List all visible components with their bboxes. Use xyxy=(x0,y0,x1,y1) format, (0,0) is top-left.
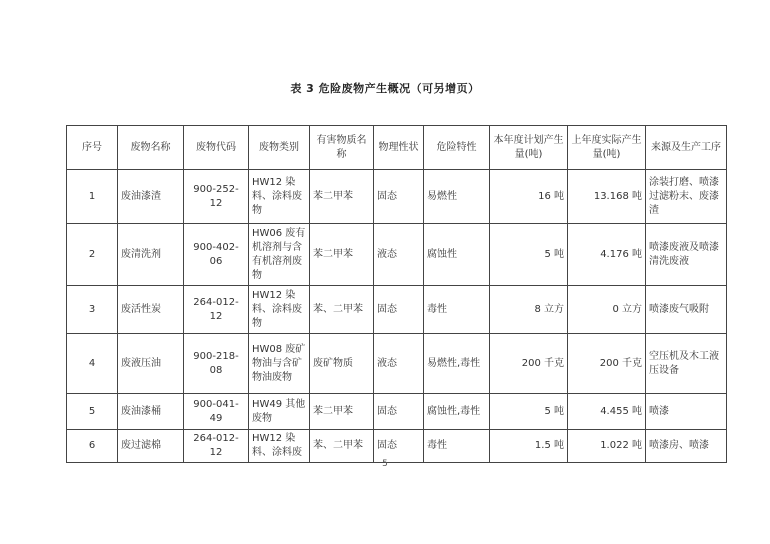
cell-source-process: 喷漆 xyxy=(646,394,727,430)
table-row xyxy=(67,394,727,430)
header-cell: 上年度实际产生量(吨) xyxy=(568,126,646,170)
cell-hazard-property: 腐蚀性,毒性 xyxy=(424,394,490,430)
cell-hazardous-substance: 苯二甲苯 xyxy=(310,170,374,224)
cell-planned-amount: 5 吨 xyxy=(490,224,568,286)
cell-physical-state: 固态 xyxy=(374,430,424,463)
cell-waste-category: HW12 染料、涂料废物 xyxy=(249,170,310,224)
cell-waste-code: 900-218-08 xyxy=(184,334,249,394)
cell-planned-amount: 5 吨 xyxy=(490,394,568,430)
header-cell: 有害物质名称 xyxy=(310,126,374,170)
cell-hazard-property: 易燃性,毒性 xyxy=(424,334,490,394)
cell-waste-name: 废清洗剂 xyxy=(118,224,184,286)
table-header-row xyxy=(67,126,727,170)
cell-hazardous-substance: 苯、二甲苯 xyxy=(310,430,374,463)
table-row xyxy=(67,334,727,394)
cell-waste-category: HW06 废有机溶剂与含有机溶剂废物 xyxy=(249,224,310,286)
cell-physical-state: 固态 xyxy=(374,170,424,224)
cell-seq: 3 xyxy=(67,286,118,334)
header-cell: 废物代码 xyxy=(184,126,249,170)
cell-waste-name: 废过滤棉 xyxy=(118,430,184,463)
table-row xyxy=(67,430,727,463)
header-cell: 本年度计划产生量(吨) xyxy=(490,126,568,170)
cell-planned-amount: 8 立方 xyxy=(490,286,568,334)
cell-physical-state: 固态 xyxy=(374,286,424,334)
cell-hazardous-substance: 苯二甲苯 xyxy=(310,224,374,286)
table-row xyxy=(67,286,727,334)
cell-planned-amount: 200 千克 xyxy=(490,334,568,394)
header-cell: 废物类别 xyxy=(249,126,310,170)
cell-waste-name: 废液压油 xyxy=(118,334,184,394)
cell-actual-amount: 200 千克 xyxy=(568,334,646,394)
header-cell: 废物名称 xyxy=(118,126,184,170)
cell-waste-code: 264-012-12 xyxy=(184,286,249,334)
cell-waste-name: 废活性炭 xyxy=(118,286,184,334)
cell-hazard-property: 毒性 xyxy=(424,430,490,463)
cell-seq: 4 xyxy=(67,334,118,394)
header-cell: 危险特性 xyxy=(424,126,490,170)
cell-waste-name: 废油漆桶 xyxy=(118,394,184,430)
cell-actual-amount: 0 立方 xyxy=(568,286,646,334)
cell-hazardous-substance: 苯、二甲苯 xyxy=(310,286,374,334)
cell-source-process: 喷漆废气吸附 xyxy=(646,286,727,334)
cell-physical-state: 液态 xyxy=(374,224,424,286)
table-row xyxy=(67,224,727,286)
cell-waste-code: 900-402-06 xyxy=(184,224,249,286)
cell-physical-state: 液态 xyxy=(374,334,424,394)
cell-hazard-property: 易燃性 xyxy=(424,170,490,224)
header-cell: 来源及生产工序 xyxy=(646,126,727,170)
page-number: 5 xyxy=(382,459,388,469)
cell-actual-amount: 13.168 吨 xyxy=(568,170,646,224)
header-cell: 序号 xyxy=(67,126,118,170)
cell-waste-category: HW12 染料、涂料废物 xyxy=(249,286,310,334)
cell-planned-amount: 16 吨 xyxy=(490,170,568,224)
cell-hazardous-substance: 废矿物质 xyxy=(310,334,374,394)
cell-seq: 1 xyxy=(67,170,118,224)
cell-source-process: 喷漆废液及喷漆清洗废液 xyxy=(646,224,727,286)
cell-hazardous-substance: 苯二甲苯 xyxy=(310,394,374,430)
hazardous-waste-table xyxy=(66,125,727,463)
cell-hazard-property: 毒性 xyxy=(424,286,490,334)
cell-waste-category: HW12 染料、涂料废 xyxy=(249,430,310,463)
cell-planned-amount: 1.5 吨 xyxy=(490,430,568,463)
cell-source-process: 空压机及木工液压设备 xyxy=(646,334,727,394)
cell-actual-amount: 4.176 吨 xyxy=(568,224,646,286)
cell-seq: 2 xyxy=(67,224,118,286)
cell-physical-state: 固态 xyxy=(374,394,424,430)
cell-waste-category: HW08 废矿物油与含矿物油废物 xyxy=(249,334,310,394)
header-cell: 物理性状 xyxy=(374,126,424,170)
cell-seq: 6 xyxy=(67,430,118,463)
cell-hazard-property: 腐蚀性 xyxy=(424,224,490,286)
cell-waste-code: 900-252-12 xyxy=(184,170,249,224)
cell-source-process: 喷漆房、喷漆 xyxy=(646,430,727,463)
cell-waste-code: 264-012-12 xyxy=(184,430,249,463)
cell-waste-category: HW49 其他废物 xyxy=(249,394,310,430)
cell-waste-name: 废油漆渣 xyxy=(118,170,184,224)
cell-waste-code: 900-041-49 xyxy=(184,394,249,430)
table-title: 表 3 危险废物产生概况（可另增页） xyxy=(290,82,480,95)
cell-source-process: 涂装打磨、喷漆过滤粉末、废漆渣 xyxy=(646,170,727,224)
cell-actual-amount: 4.455 吨 xyxy=(568,394,646,430)
cell-seq: 5 xyxy=(67,394,118,430)
cell-actual-amount: 1.022 吨 xyxy=(568,430,646,463)
table-row xyxy=(67,170,727,224)
